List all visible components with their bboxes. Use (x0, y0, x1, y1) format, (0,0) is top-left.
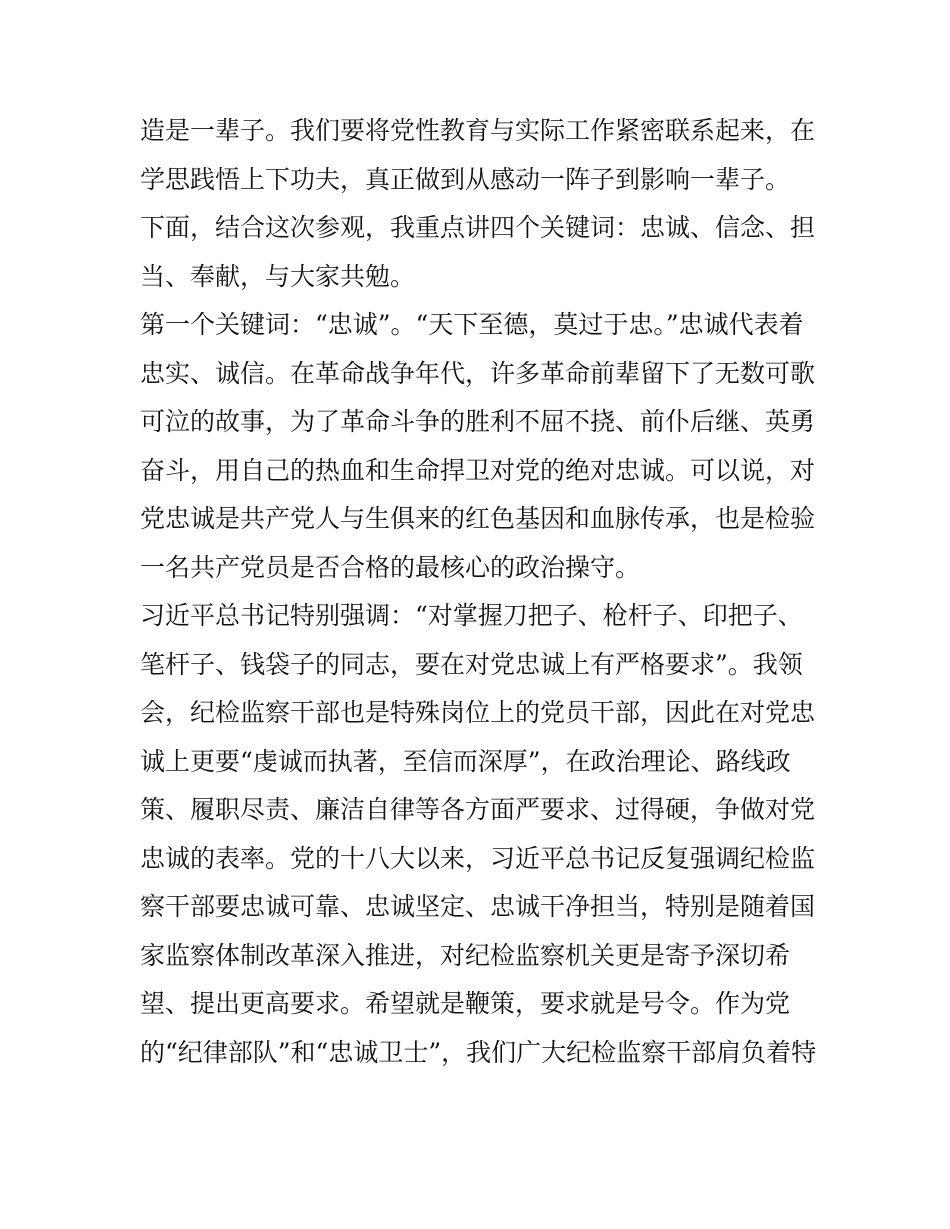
text-line: 策、履职尽责、廉洁自律等各方面严要求、过得硬，争做对党 (140, 795, 816, 824)
text-line: 会，纪检监察干部也是特殊岗位上的党员干部，因此在对党忠 (140, 698, 816, 727)
text-line: 家监察体制改革深入推进，对纪检监察机关更是寄予深切希 (140, 940, 791, 970)
text-line: 望、提出更高要求。希望就是鞭策，要求就是号令。作为党 (140, 989, 791, 1018)
text-line: 当、奉献，与大家共勉。 (140, 261, 416, 291)
text-line: 的“纪律部队”和“忠诚卫士”，我们广大纪检监察干部肩负着特 (140, 1037, 817, 1067)
text-line: 党忠诚是共产党人与生俱来的红色基因和血脉传承，也是检验 (140, 504, 816, 533)
text-line: 习近平总书记特别强调：“对掌握刀把子、枪杆子、印把子、 (140, 601, 803, 630)
text-line: 笔杆子、钱袋子的同志，要在对党忠诚上有严格要求”。我领 (140, 649, 803, 679)
document-body-text (140, 107, 820, 1077)
text-line: 察干部要忠诚可靠、忠诚坚定、忠诚干净担当，特别是随着国 (140, 892, 816, 921)
text-line: 学思践悟上下功夫，真正做到从感动一阵子到影响一辈子。 (140, 164, 791, 194)
text-line: 造是一辈子。我们要将党性教育与实际工作紧密联系起来，在 (140, 116, 816, 145)
text-line: 忠实、诚信。在革命战争年代，许多革命前辈留下了无数可歌 (140, 358, 816, 388)
text-line: 奋斗，用自己的热血和生命捍卫对党的绝对忠诚。可以说，对 (140, 455, 816, 485)
text-line: 下面，结合这次参观，我重点讲四个关键词：忠诚、信念、担 (140, 213, 816, 242)
text-line: 可泣的故事，为了革命斗争的胜利不屈不挠、前仆后继、英勇 (140, 407, 816, 436)
text-line: 忠诚的表率。党的十八大以来，习近平总书记反复强调纪检监 (140, 843, 816, 873)
text-line: 一名共产党员是否合格的最核心的政治操守。 (140, 552, 641, 582)
text-line: 诚上更要“虔诚而执著，至信而深厚”，在政治理论、路线政 (140, 746, 791, 776)
text-line: 第一个关键词：“忠诚”。“天下至德，莫过于忠。”忠诚代表着 (140, 310, 804, 339)
